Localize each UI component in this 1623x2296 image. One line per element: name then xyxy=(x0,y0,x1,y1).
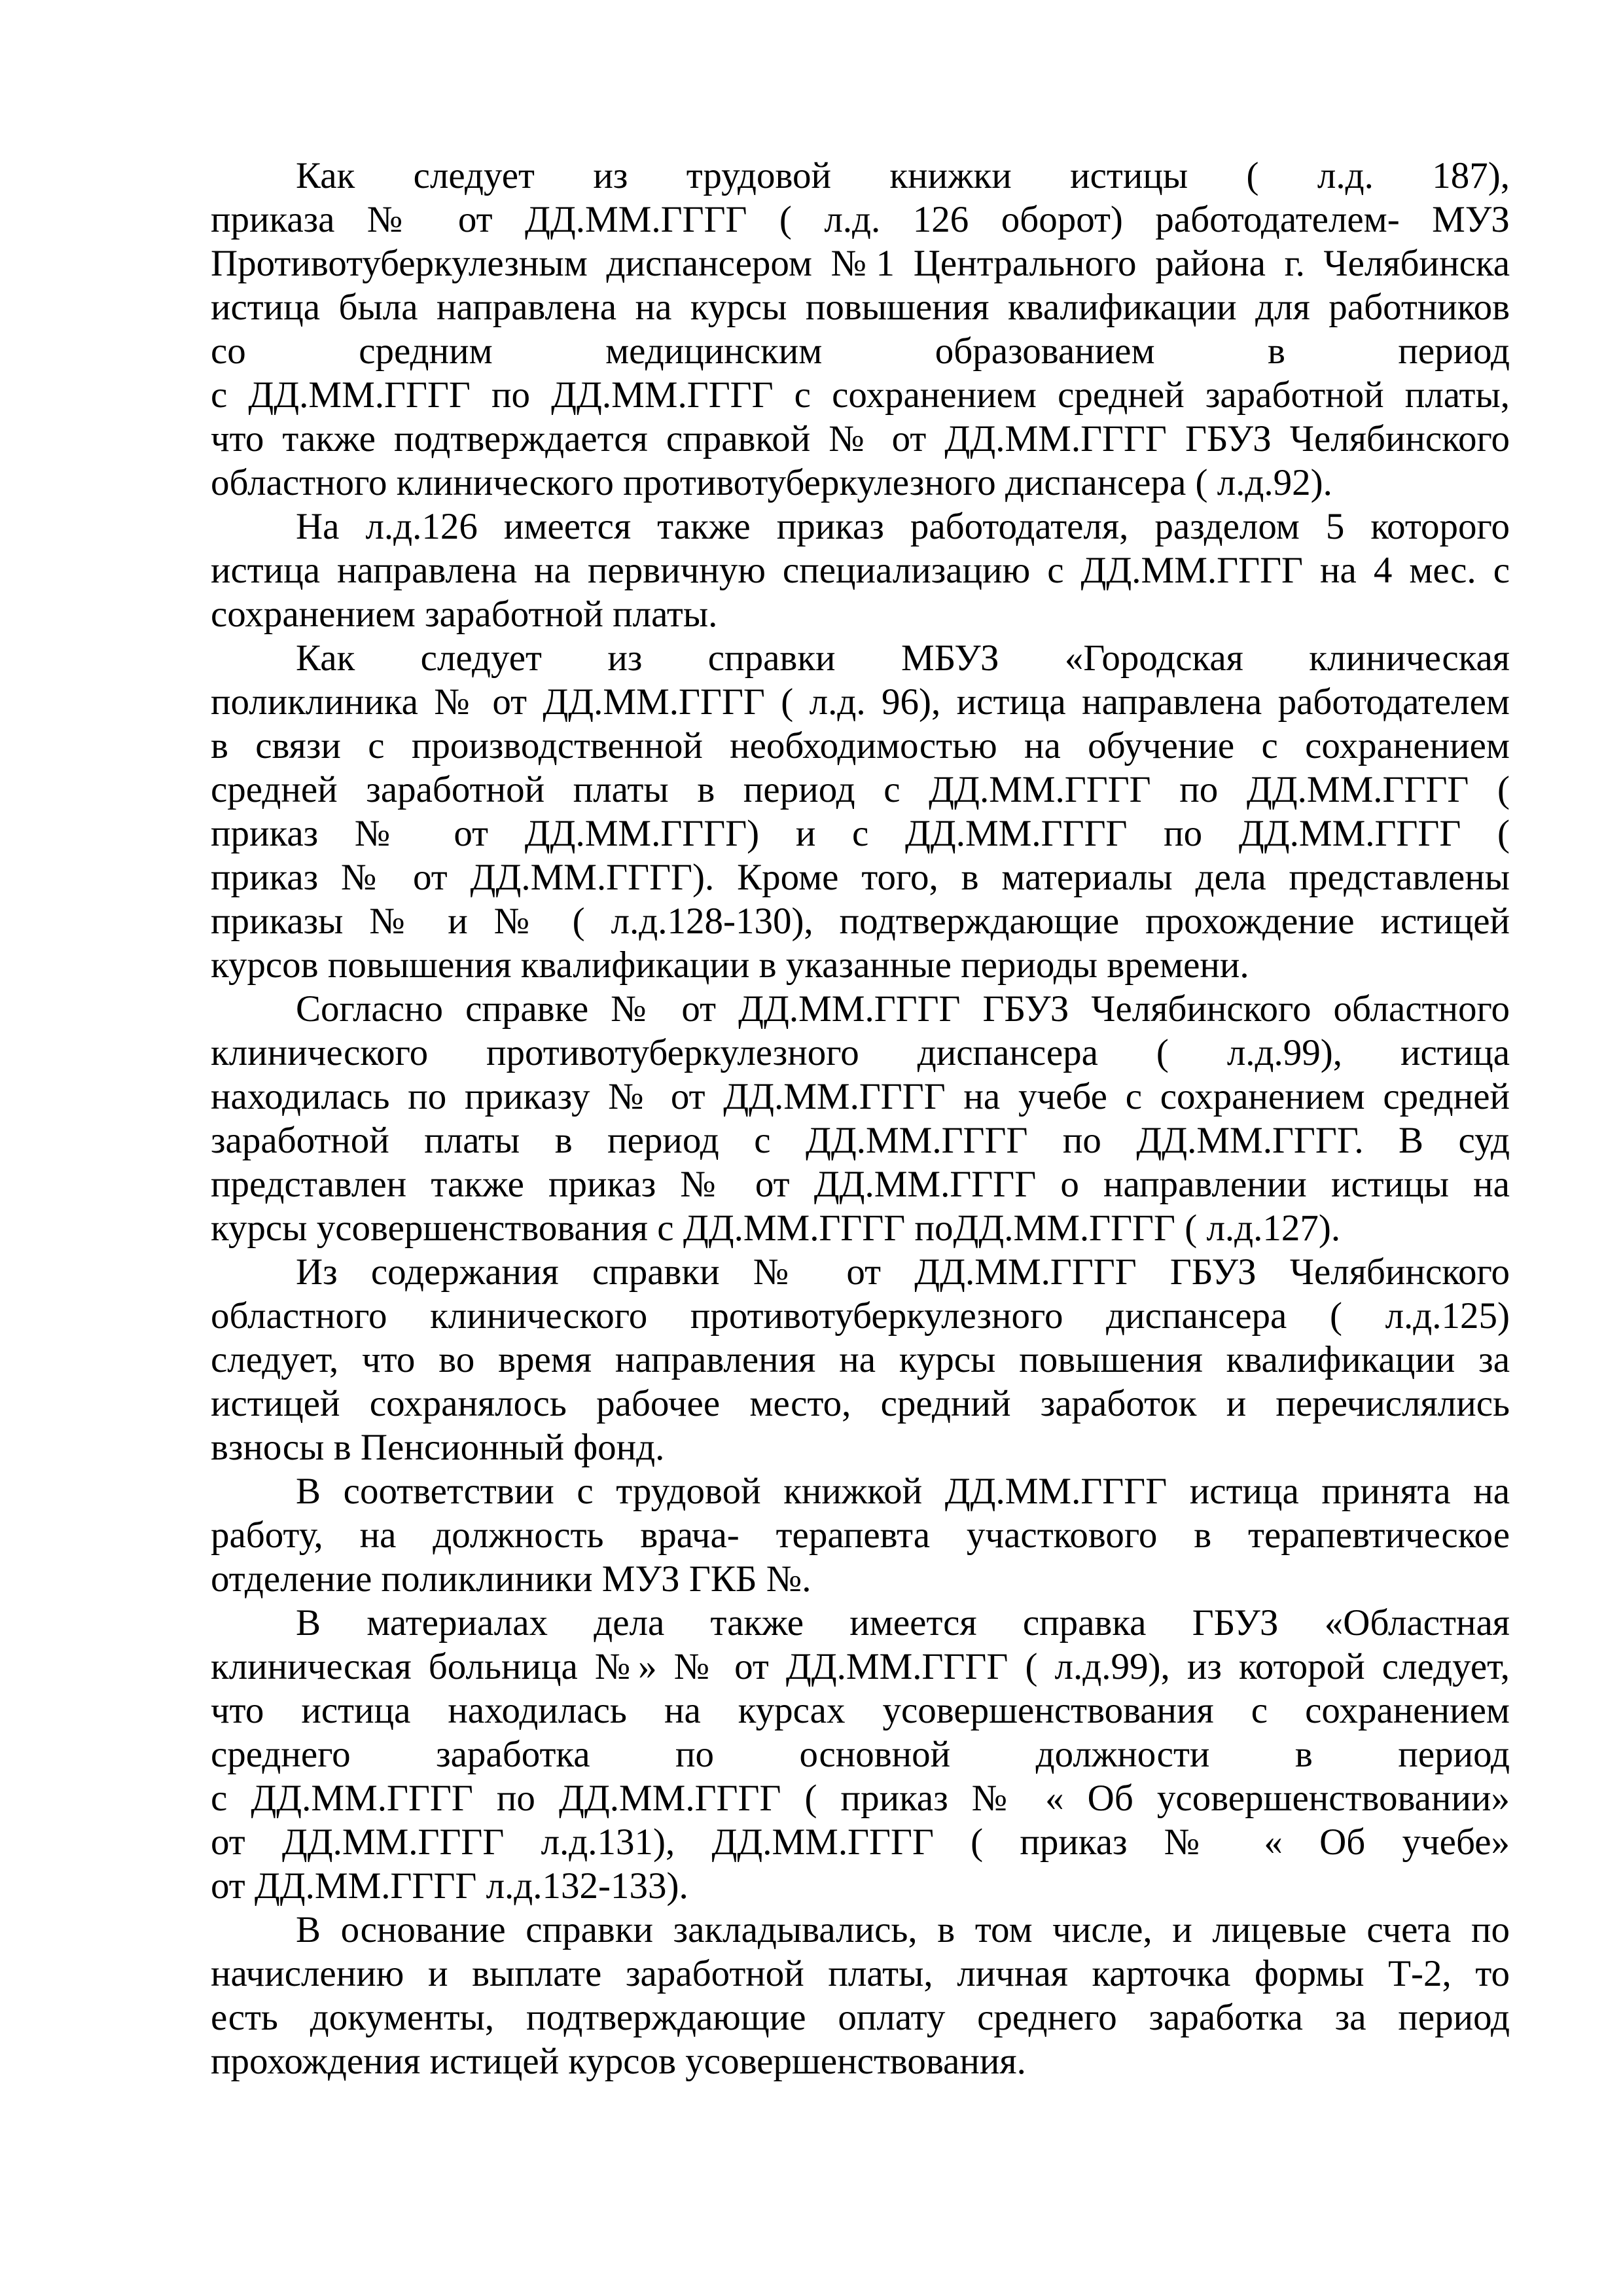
text-line: истица была направлена на курсы повышения квалификации для работников xyxy=(211,287,1510,328)
text-line: Согласно справке № от ДД.ММ.ГГГГ ГБУЗ Челябинского областного xyxy=(296,988,1510,1030)
text-line: заработной платы в период с ДД.ММ.ГГГГ по ДД.ММ.ГГГГ. В суд xyxy=(211,1120,1510,1161)
text-line: работу, на должность врача- терапевта участкового в терапевтическое xyxy=(211,1515,1510,1556)
text-line: прохождения истицей курсов усовершенствования. xyxy=(211,2041,1026,2082)
text-line: В основание справки закладывались, в том числе, и лицевые счета по xyxy=(296,1909,1510,1950)
text-line: от ДД.ММ.ГГГГ л.д.131), ДД.ММ.ГГГГ ( приказ № « Об учебе» xyxy=(211,1821,1510,1863)
text-line: начислению и выплате заработной платы, личная карточка формы Т-2, то xyxy=(211,1953,1510,1994)
text-line: со средним медицинским образованием в период xyxy=(211,331,1510,372)
text-line: приказы № и № ( л.д.128-130), подтверждающие прохождение истицей xyxy=(211,901,1510,942)
text-line: в связи с производственной необходимостью на обучение с сохранением xyxy=(211,725,1510,766)
text-line: В соответствии с трудовой книжкой ДД.ММ.ГГГГ истица принята на xyxy=(296,1471,1510,1512)
paragraph xyxy=(211,1908,1510,2083)
text-line: от ДД.ММ.ГГГГ л.д.132-133). xyxy=(211,1865,688,1907)
text-line: курсов повышения квалификации в указанные периоды времени. xyxy=(211,944,1249,986)
text-line: отделение поликлиники МУЗ ГКБ №. xyxy=(211,1558,812,1600)
text-line: поликлиника № от ДД.ММ.ГГГГ ( л.д. 96), истица направлена работодателем xyxy=(211,681,1510,723)
text-line: Противотуберкулезным диспансером №1 Центрального района г. Челябинска xyxy=(211,243,1510,284)
text-line: Как следует из справки МБУЗ «Городская клиническая xyxy=(296,637,1510,679)
paragraph xyxy=(211,505,1510,636)
text-line: представлен также приказ № от ДД.ММ.ГГГГ о направлении истицы на xyxy=(211,1164,1510,1205)
text-line: находилась по приказу № от ДД.ММ.ГГГГ на учебе с сохранением средней xyxy=(211,1076,1510,1117)
text-line: с ДД.ММ.ГГГГ по ДД.ММ.ГГГГ с сохранением средней заработной платы, xyxy=(211,374,1510,416)
text-line: клиническая больница №» № от ДД.ММ.ГГГГ ( л.д.99), из которой следует, xyxy=(211,1646,1510,1687)
text-line: истица направлена на первичную специализацию с ДД.ММ.ГГГГ на 4 мес. с xyxy=(211,550,1510,591)
text-line: что также подтверждается справкой № от ДД.ММ.ГГГГ ГБУЗ Челябинского xyxy=(211,418,1510,459)
text-line: областного клинического противотуберкулезного диспансера ( л.д.125) xyxy=(211,1295,1510,1336)
text-line: приказа № от ДД.ММ.ГГГГ ( л.д. 126 оборот) работодателем- МУЗ xyxy=(211,199,1510,240)
text-line: приказ № от ДД.ММ.ГГГГ). Кроме того, в материалы дела представлены xyxy=(211,857,1510,898)
text-line: В материалах дела также имеется справка ГБУЗ «Областная xyxy=(296,1602,1510,1643)
text-line: клинического противотуберкулезного диспансера ( л.д.99), истица xyxy=(211,1032,1510,1073)
text-line: На л.д.126 имеется также приказ работодателя, разделом 5 которого xyxy=(296,506,1510,547)
text-line: что истица находилась на курсах усовершенствования с сохранением xyxy=(211,1690,1510,1731)
paragraph xyxy=(211,154,1510,505)
text-line: сохранением заработной платы. xyxy=(211,594,718,635)
text-line: взносы в Пенсионный фонд. xyxy=(211,1427,665,1468)
text-line: Из содержания справки № от ДД.ММ.ГГГГ ГБУЗ Челябинского xyxy=(296,1251,1510,1293)
text-line: с ДД.ММ.ГГГГ по ДД.ММ.ГГГГ ( приказ № « Об усовершенствовании» xyxy=(211,1778,1510,1819)
paragraph xyxy=(211,1469,1510,1601)
text-line: есть документы, подтверждающие оплату среднего заработка за период xyxy=(211,1997,1510,2038)
text-line: областного клинического противотуберкулезного диспансера ( л.д.92). xyxy=(211,462,1332,503)
text-line: приказ № от ДД.ММ.ГГГГ) и с ДД.ММ.ГГГГ по ДД.ММ.ГГГГ ( xyxy=(211,813,1510,854)
text-line: средней заработной платы в период с ДД.ММ.ГГГГ по ДД.ММ.ГГГГ ( xyxy=(211,769,1510,810)
text-line: истицей сохранялось рабочее место, средний заработок и перечислялись xyxy=(211,1383,1510,1424)
document-text-block xyxy=(211,154,1510,2083)
text-line: следует, что во время направления на курсы повышения квалификации за xyxy=(211,1339,1510,1380)
paragraph xyxy=(211,636,1510,987)
paragraph xyxy=(211,1250,1510,1469)
text-line: Как следует из трудовой книжки истицы ( л.д. 187), xyxy=(296,155,1510,196)
text-line: курсы усовершенствования с ДД.ММ.ГГГГ поДД.ММ.ГГГГ ( л.д.127). xyxy=(211,1208,1341,1249)
text-line: среднего заработка по основной должности в период xyxy=(211,1734,1510,1775)
paragraph xyxy=(211,987,1510,1250)
paragraph xyxy=(211,1601,1510,1908)
